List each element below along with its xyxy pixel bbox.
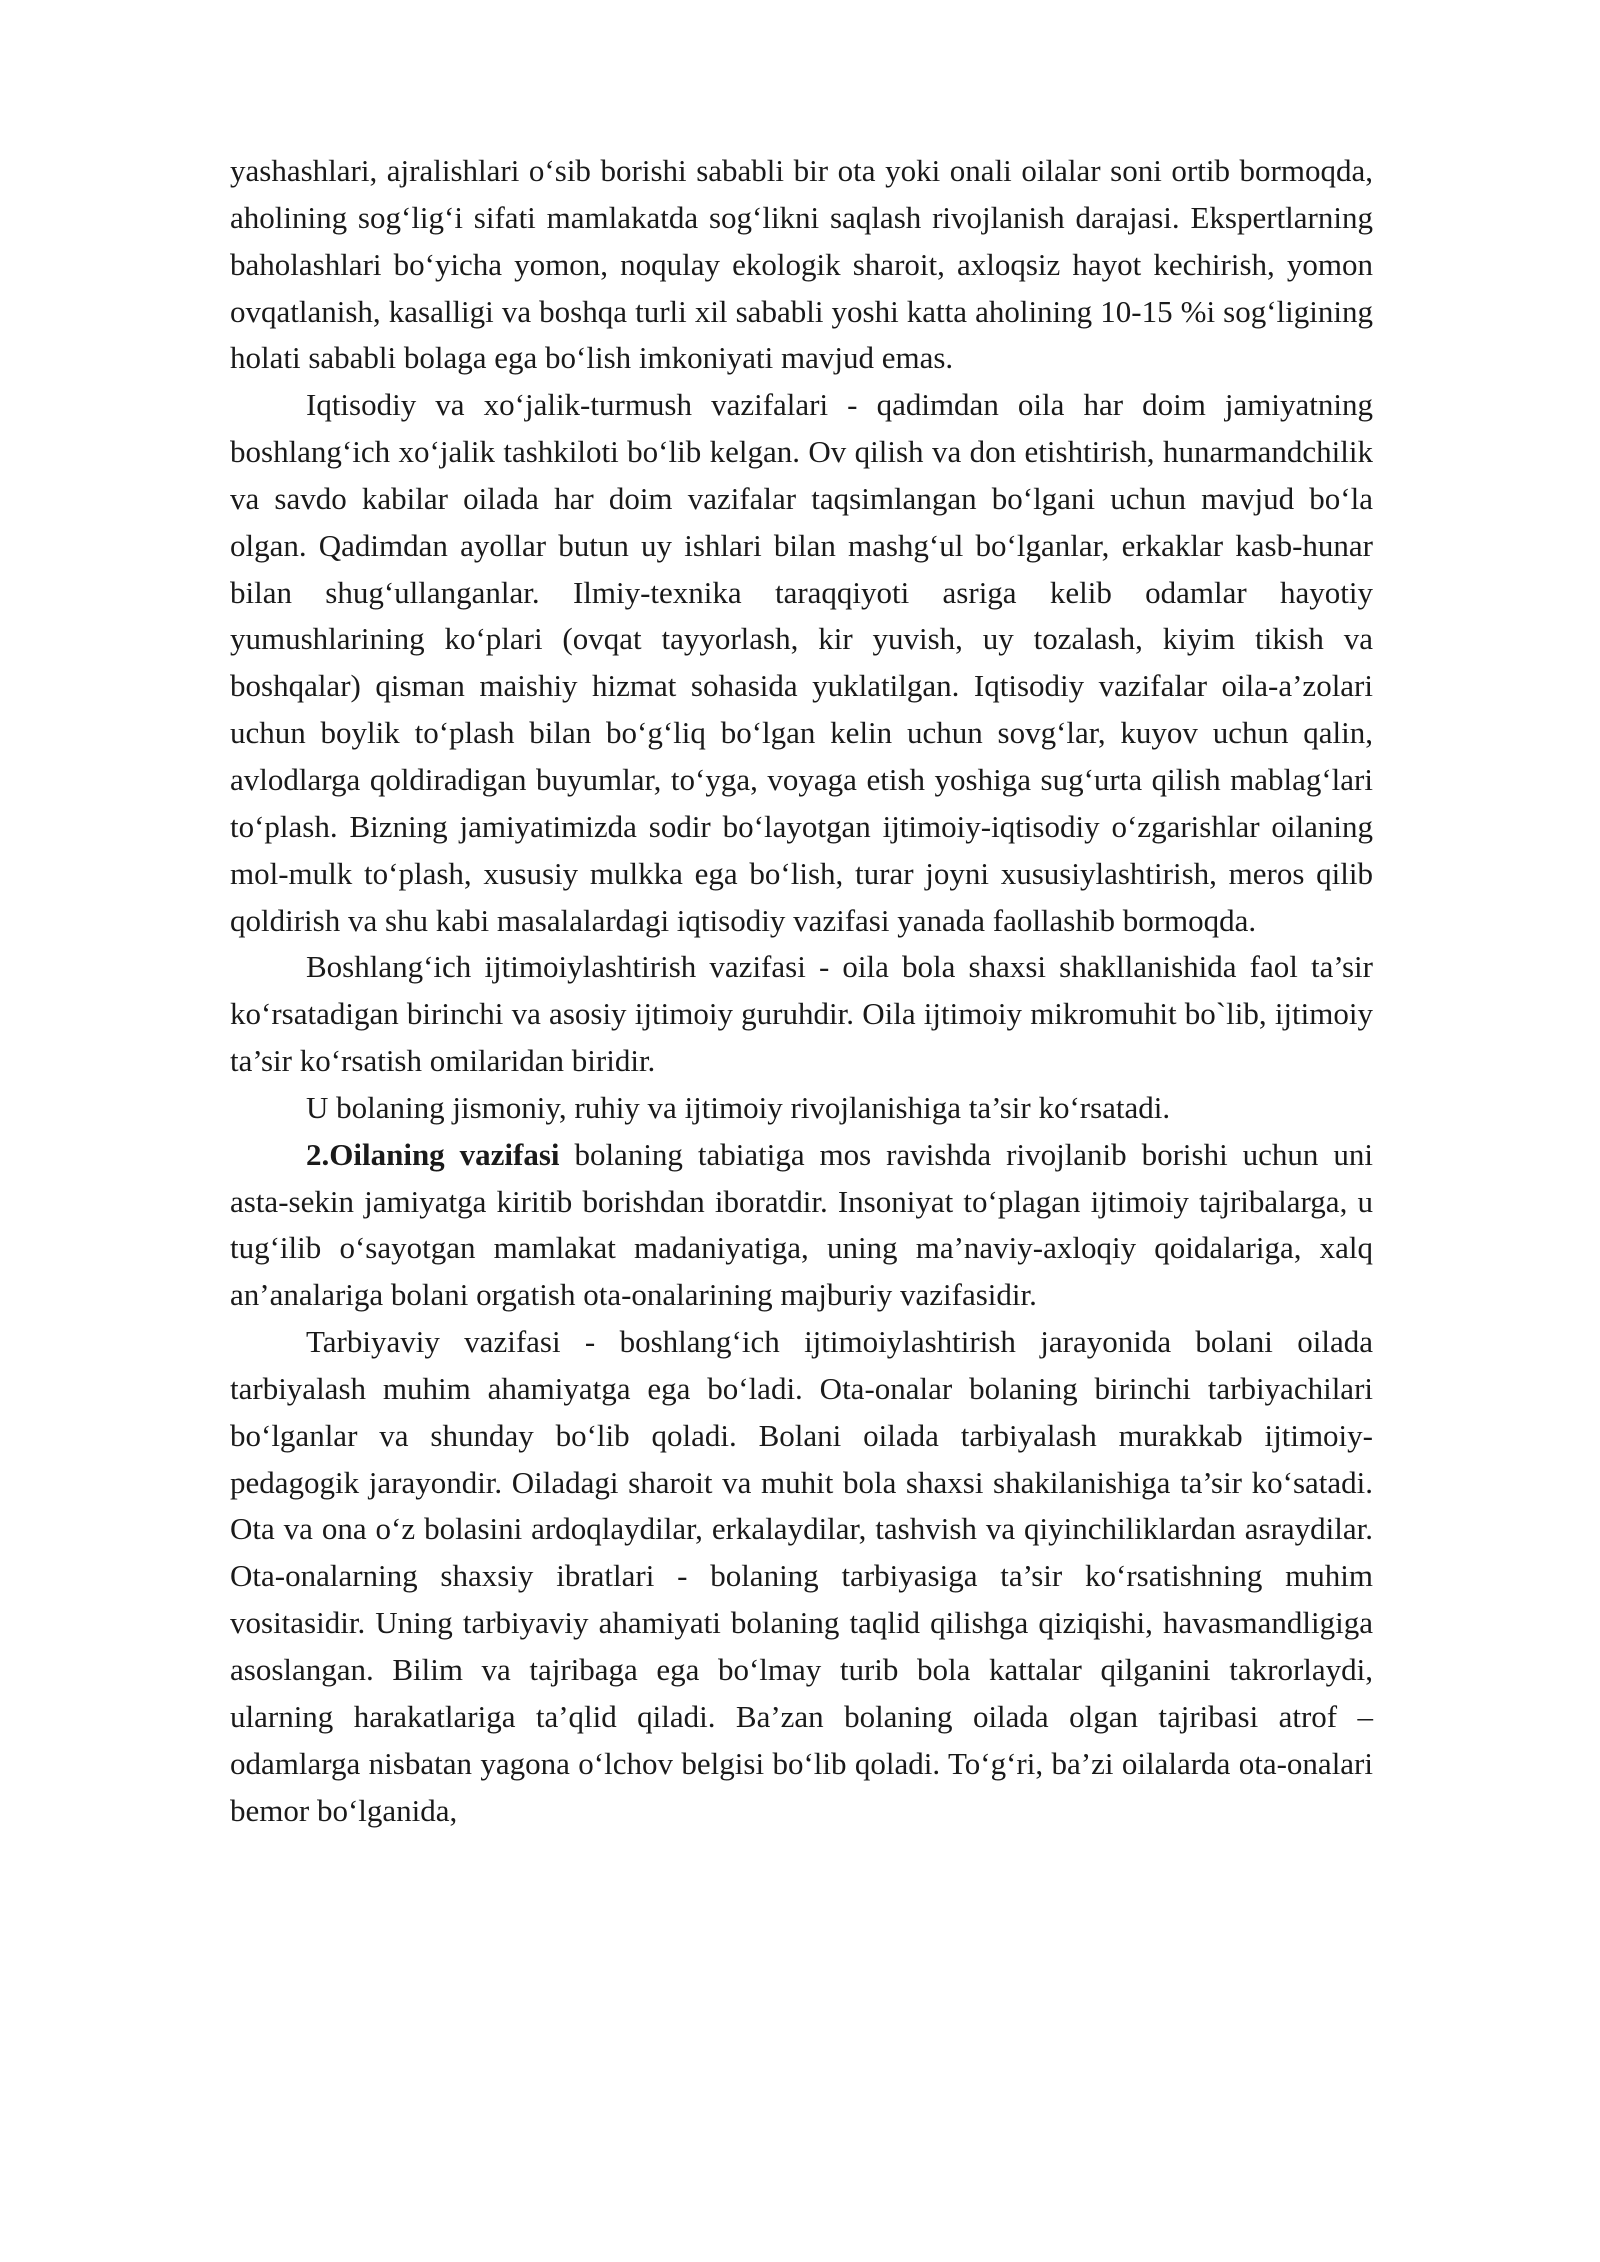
paragraph-text: Tarbiyaviy vazifasi - boshlang‘ich ijtimoiylashtirish jarayonida bolani oilada tarbiyalash muhim ahamiyatga ega bo‘ladi. Ota-onalar bolaning birinchi tarbiyachilari bo‘lganlar va shunday bo‘lib qoladi. Bolani oilada tarbiyalash murakkab ijtimoiy-pedagogik jarayondir. Oiladagi sharoit va muhit bola shaxsi shakilanishiga ta’sir ko‘satadi. Ota va ona o‘z bolasini ardoqlaydilar, erkalaydilar, tashvish va qiyinchiliklardan asraydilar. Ota-onalarning shaxsiy ibratlari - bolaning tarbiyasiga ta’sir ko‘rsatishning muhim vositasidir. Uning tarbiyaviy ahamiyati bolaning taqlid qilishga qiziqishi, havasmandligiga asoslangan. Bilim va tajribaga ega bo‘lmay turib bola kattalar qilganini takrorlaydi, ularning harakatlariga ta’qlid qiladi. Ba’zan bolaning oilada olgan tajribasi atrof – odamlarga nisbatan yagona o‘lchov belgisi bo‘lib qoladi. To‘g‘ri, ba’zi oilalarda ota-onalari bemor bo‘lganida,: [230, 1324, 1373, 1828]
document-body: [230, 148, 1373, 1834]
paragraph-family-function: [230, 1132, 1373, 1319]
paragraph-text: bolaning tabiatiga mos ravishda rivojlanib borishi uchun uni asta-sekin jamiyatga kiritib borishdan iboratdir. Insoniyat to‘plagan ijtimoiy tajribalarga, u tug‘ilib o‘sayotgan mamlakat madaniyatiga, uning ma’naviy-axloqiy qoidalariga, xalq an’analariga bolani orgatish ota-onalarining majburiy vazifasidir.: [230, 1136, 1373, 1313]
paragraph-continuation: [230, 148, 1373, 382]
paragraph-text: Iqtisodiy va xo‘jalik-turmush vazifalari - qadimdan oila har doim jamiyatning boshlang‘ich xo‘jalik tashkiloti bo‘lib kelgan. Ov qilish va don etishtirish, hunarmandchilik va savdo kabilar oilada har doim vazifalar taqsimlangan bo‘lgani uchun mavjud bo‘la olgan. Qadimdan ayollar butun uy ishlari bilan mashg‘ul bo‘lganlar, erkaklar kasb-hunar bilan shug‘ullanganlar. Ilmiy-texnika taraqqiyoti asriga kelib odamlar hayotiy yumushlarining ko‘plari (ovqat tayyorlash, kir yuvish, uy tozalash, kiyim tikish va boshqalar) qisman maishiy hizmat sohasida yuklatilgan. Iqtisodiy vazifalar oila-a’zolari uchun boylik to‘plash bilan bo‘g‘liq bo‘lgan kelin uchun sovg‘lar, kuyov uchun qalin, avlodlarga qoldiradigan buyumlar, to‘yga, voyaga etish yoshiga sug‘urta qilish mablag‘lari to‘plash. Bizning jamiyatimizda sodir bo‘layotgan ijtimoiy-iqtisodiy o‘zgarishlar oilaning mol-mulk to‘plash, xususiy mulkka ega bo‘lish, turar joyni xususiylashtirish, meros qilib qoldirish va shu kabi masalalardagi iqtisodiy vazifasi yanada faollashib bormoqda.: [230, 387, 1373, 938]
paragraph-primary-socialization: [230, 944, 1373, 1085]
paragraph-bold-lead: 2.Oilaning vazifasi: [306, 1136, 560, 1172]
paragraph-text: yashashlari, ajralishlari o‘sib borishi sababli bir ota yoki onali oilalar soni ortib bormoqda, aholining sog‘lig‘i sifati mamlakatda sog‘likni saqlash rivojlanish darajasi. Ekspertlarning baholashlari bo‘yicha yomon, noqulay ekologik sharoit, axloqsiz hayot kechirish, yomon ovqatlanish, kasalligi va boshqa turli xil sababli yoshi katta aholining 10-15 %i sog‘ligining holati sababli bolaga ega bo‘lish imkoniyati mavjud emas.: [230, 153, 1373, 376]
paragraph-economic-functions: [230, 382, 1373, 944]
paragraph-educational-function: [230, 1319, 1373, 1834]
paragraph-development-influence: [230, 1085, 1373, 1132]
paragraph-text: U bolaning jismoniy, ruhiy va ijtimoiy rivojlanishiga ta’sir ko‘rsatadi.: [306, 1089, 1171, 1125]
paragraph-text: Boshlang‘ich ijtimoiylashtirish vazifasi - oila bola shaxsi shakllanishida faol ta’sir ko‘rsatadigan birinchi va asosiy ijtimoiy guruhdir. Oila ijtimoiy mikromuhit bo`lib, ijtimoiy ta’sir ko‘rsatish omilaridan biridir.: [230, 949, 1373, 1079]
